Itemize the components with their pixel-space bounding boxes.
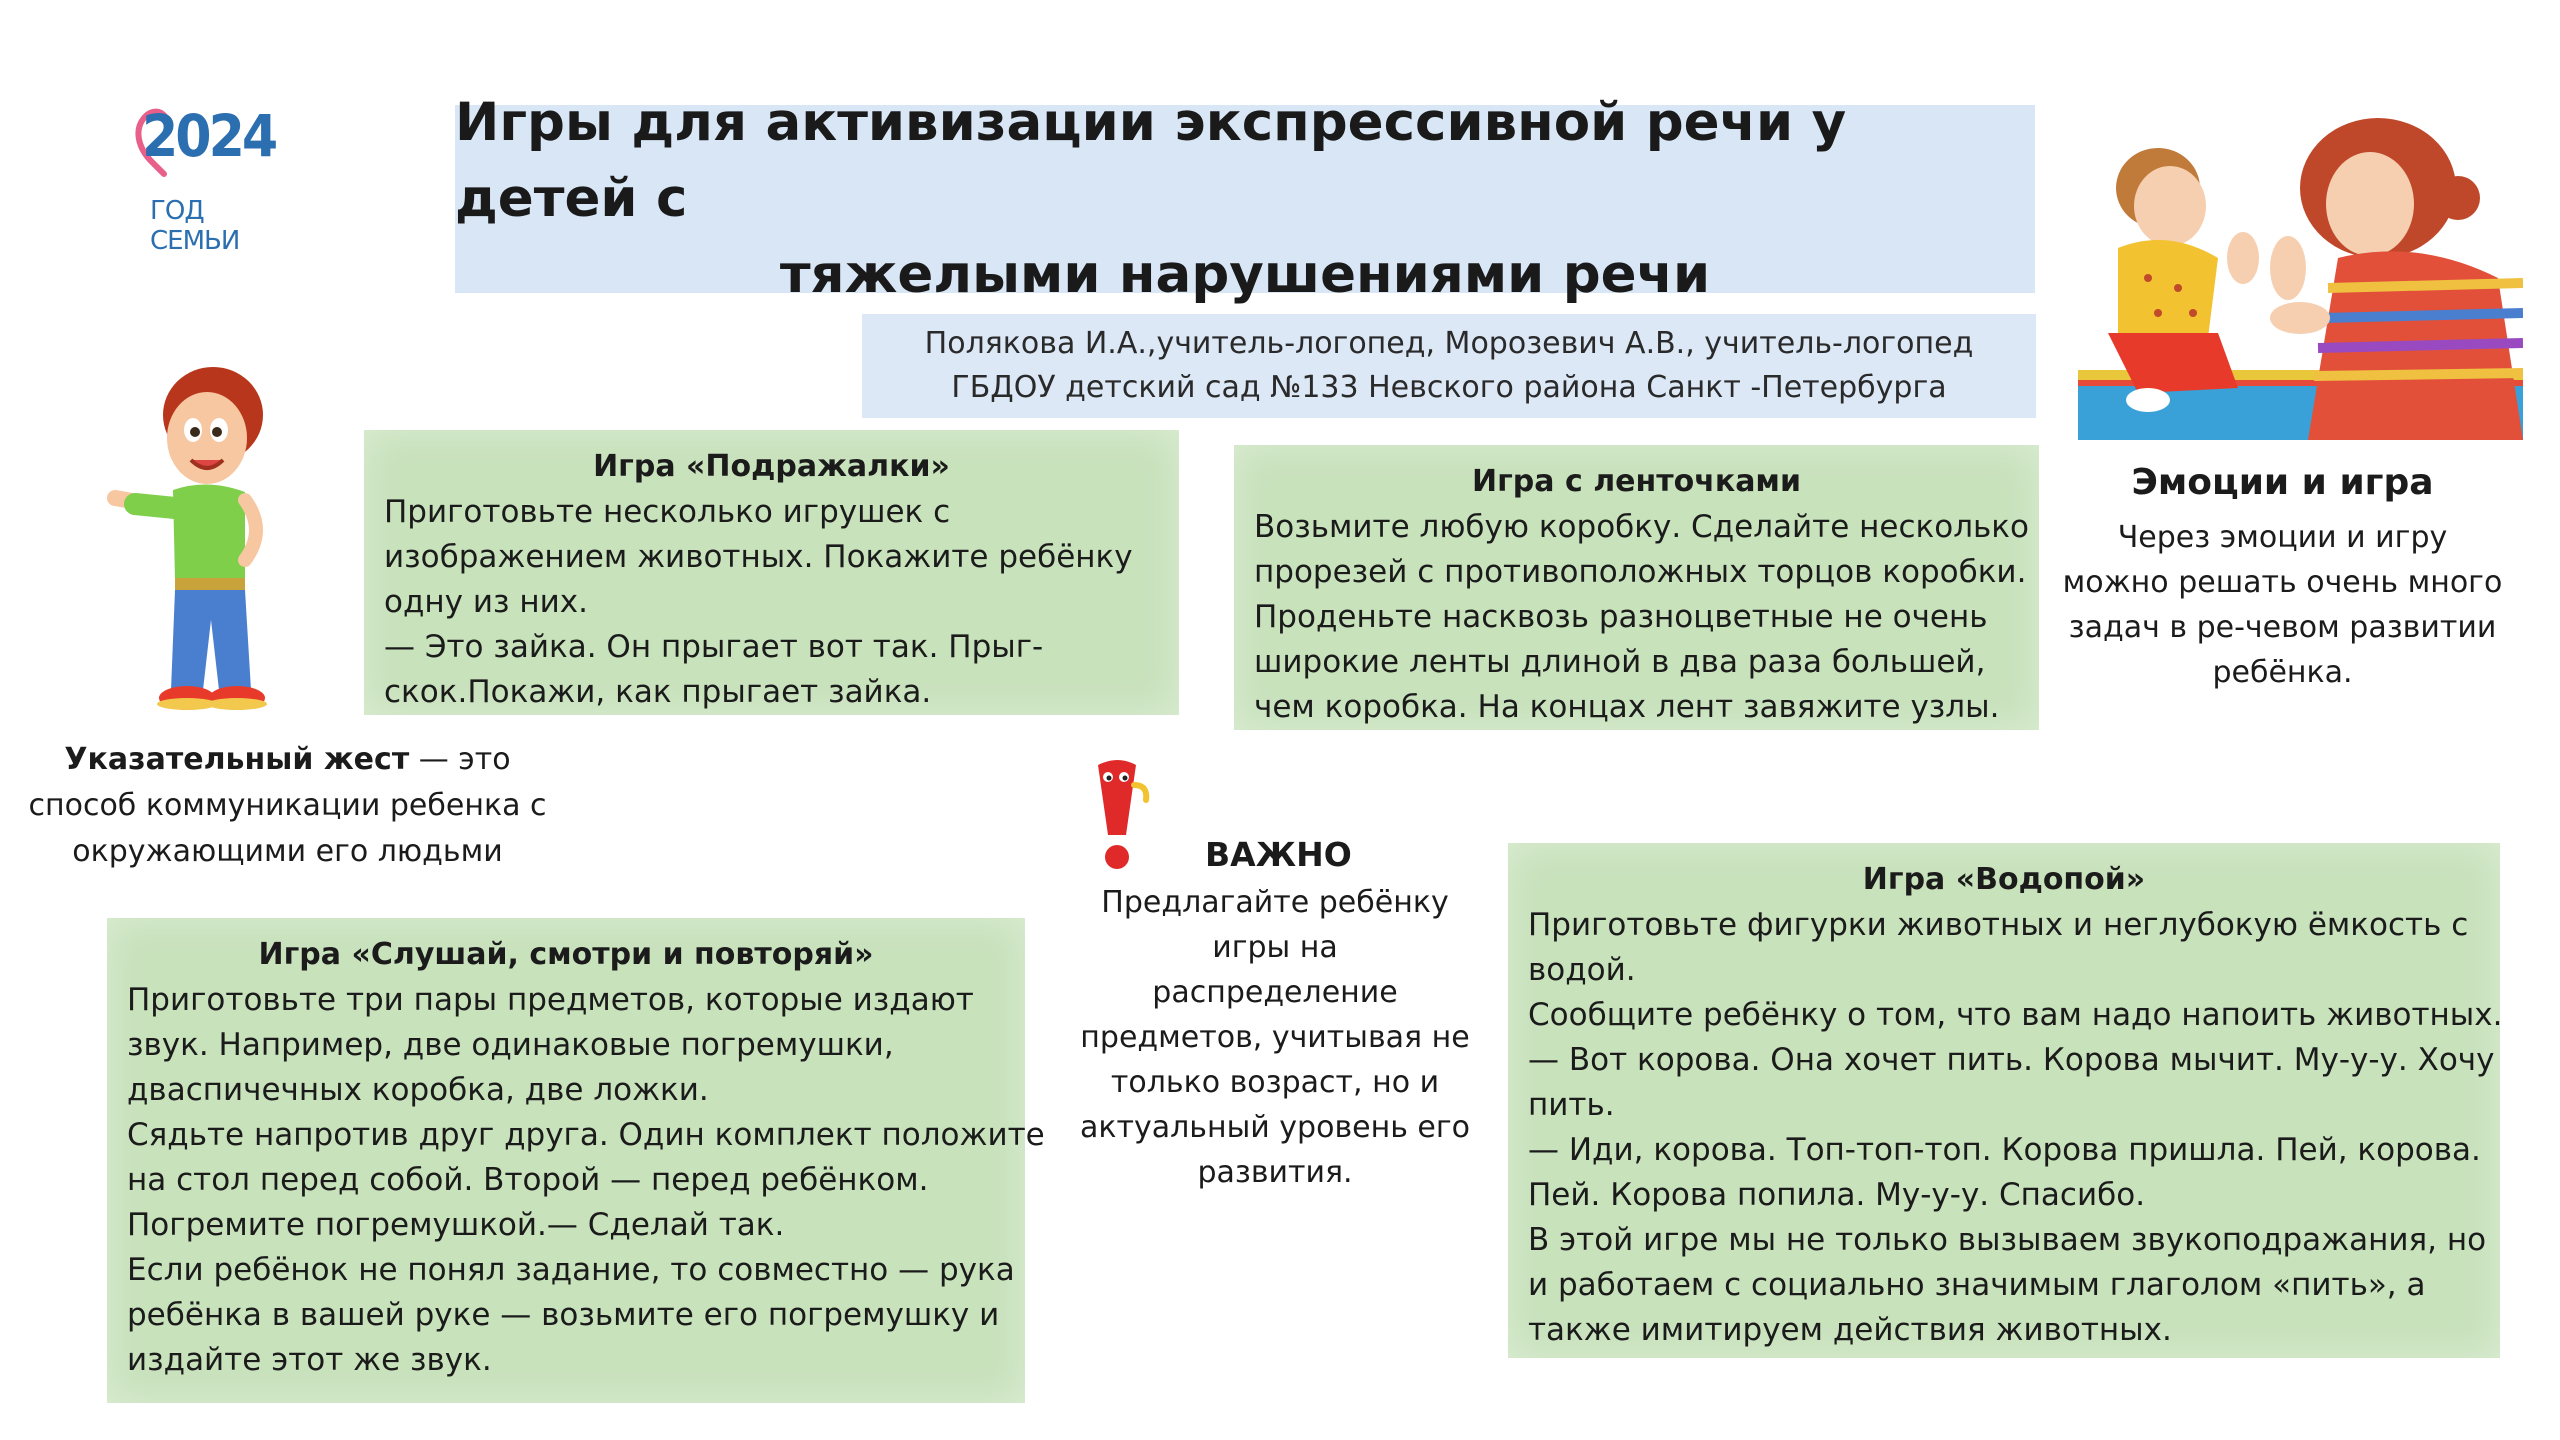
card-watering-line: — Иди, корова. Топ-топ-топ. Корова пришла. Пей, корова. bbox=[1528, 1132, 2481, 1168]
important-line-1: Предлагайте ребёнку bbox=[1101, 885, 1449, 920]
card-listen-line: Погремите погремушкой.— Сделай так. bbox=[127, 1207, 785, 1243]
card-watering-line: пить. bbox=[1528, 1087, 1615, 1123]
card-listen-line: Если ребёнок не понял задание, то совместно — рука bbox=[127, 1252, 1015, 1288]
card-imitation-title: Игра «Подражалки» bbox=[593, 449, 950, 484]
card-listen-line: на стол перед собой. Второй — перед ребёнком. bbox=[127, 1162, 929, 1198]
emotions-line-3: задач в ре-чевом развитии bbox=[2068, 610, 2497, 645]
card-watering-line: — Вот корова. Она хочет пить. Корова мычит. Му-у-у. Хочу bbox=[1528, 1042, 2495, 1078]
pointing-gesture-first-line bbox=[15, 737, 560, 783]
page-title-line-1: Игры для активизации экспрессивной речи у детей с bbox=[455, 92, 1847, 229]
authors-line-1: Полякова И.А.,учитель-логопед, Морозевич А.В., учитель-логопед bbox=[924, 326, 1974, 361]
card-listen-line: издайте этот же звук. bbox=[127, 1342, 492, 1378]
important-title: ВАЖНО bbox=[1205, 835, 1352, 874]
card-watering-line: Приготовьте фигурки животных и неглубокую ёмкость с bbox=[1528, 907, 2469, 943]
important-line-6: актуальный уровень его bbox=[1080, 1110, 1470, 1145]
card-watering-line: Сообщите ребёнку о том, что вам надо напоить животных. bbox=[1528, 997, 2503, 1033]
important-line-2: игры на bbox=[1212, 930, 1338, 965]
page-title-banner bbox=[455, 92, 2035, 305]
important-line-5: только возраст, но и bbox=[1110, 1065, 1440, 1100]
pointing-gesture-note bbox=[15, 737, 560, 875]
card-listen-line: Приготовьте три пары предметов, которые издают bbox=[127, 982, 974, 1018]
card-watering-game bbox=[1508, 843, 2503, 1358]
card-ribbons-line: прорезей с противоположных торцов коробки. bbox=[1254, 554, 2027, 590]
card-ribbons-title: Игра с ленточками bbox=[1472, 464, 1801, 499]
logo-year: 2024 bbox=[142, 102, 276, 170]
card-imitation-line: скок.Покажи, как прыгает зайка. bbox=[384, 674, 932, 710]
card-listen-title: Игра «Слушай, смотри и повторяй» bbox=[258, 937, 874, 972]
card-imitation-game bbox=[364, 430, 1179, 715]
boy-pointing-illustration bbox=[95, 360, 285, 720]
card-watering-line: В этой игре мы не только вызываем звукоподражания, но bbox=[1528, 1222, 2487, 1258]
important-note bbox=[1055, 830, 1495, 1195]
card-ribbons-line: широкие ленты длиной в два раза большей, bbox=[1254, 644, 1986, 680]
card-listen-line: ребёнка в вашей руке — возьмите его погремушку и bbox=[127, 1297, 1000, 1333]
card-watering-line: Пей. Корова попила. Му-у-у. Спасибо. bbox=[1528, 1177, 2146, 1213]
card-imitation-line: Приготовьте несколько игрушек с bbox=[384, 494, 951, 530]
card-watering-line: водой. bbox=[1528, 952, 1636, 988]
card-listen-line: звук. Например, две одинаковые погремушки, bbox=[127, 1027, 894, 1063]
pointing-gesture-dash: — это bbox=[409, 742, 511, 777]
pointing-gesture-line-3: окружающими его людьми bbox=[72, 834, 503, 869]
logo-caption: ГОД СЕМЬИ bbox=[150, 196, 240, 256]
card-listen-line: дваспичечных коробка, две ложки. bbox=[127, 1072, 709, 1108]
card-watering-line: и работаем с социально значимым глаголом «пить», а bbox=[1528, 1267, 2426, 1303]
card-listen-game bbox=[107, 918, 1045, 1403]
emotions-block bbox=[2030, 455, 2535, 695]
emotions-title: Эмоции и игра bbox=[2131, 462, 2434, 503]
card-watering-title: Игра «Водопой» bbox=[1862, 862, 2146, 897]
emotions-line-4: ребёнка. bbox=[2212, 655, 2353, 690]
card-ribbons-line: чем коробка. На концах лент завяжите узлы. bbox=[1254, 689, 2000, 725]
important-line-4: предметов, учитывая не bbox=[1080, 1020, 1470, 1055]
authors-banner bbox=[862, 314, 2036, 418]
pointing-gesture-term: Указательный жест bbox=[64, 742, 410, 777]
card-ribbons-line: Возьмите любую коробку. Сделайте несколько bbox=[1254, 509, 2029, 545]
important-line-7: развития. bbox=[1197, 1155, 1353, 1190]
card-watering-line: также имитируем действия животных. bbox=[1528, 1312, 2172, 1348]
mother-child-illustration bbox=[2078, 108, 2523, 440]
card-imitation-line: изображением животных. Покажите ребёнку bbox=[384, 539, 1133, 575]
important-line-3: распределение bbox=[1152, 975, 1398, 1010]
emotions-line-1: Через эмоции и игру bbox=[2117, 520, 2448, 555]
card-listen-line: Сядьте напротив друг друга. Один комплект положите bbox=[127, 1117, 1045, 1153]
card-ribbons-game bbox=[1234, 445, 2039, 730]
emotions-line-2: можно решать очень много bbox=[2062, 565, 2503, 600]
page-title-line-2: тяжелыми нарушениями речи bbox=[779, 244, 1711, 305]
card-imitation-line: — Это зайка. Он прыгает вот так. Прыг- bbox=[384, 629, 1044, 665]
pointing-gesture-line-2: способ коммуникации ребенка с bbox=[28, 788, 547, 823]
card-ribbons-line: Проденьте насквозь разноцветные не очень bbox=[1254, 599, 1988, 635]
logo-2024 bbox=[130, 100, 276, 256]
card-imitation-line: одну из них. bbox=[384, 584, 588, 620]
authors-line-2: ГБДОУ детский сад №133 Невского района Санкт -Петербурга bbox=[951, 370, 1947, 405]
